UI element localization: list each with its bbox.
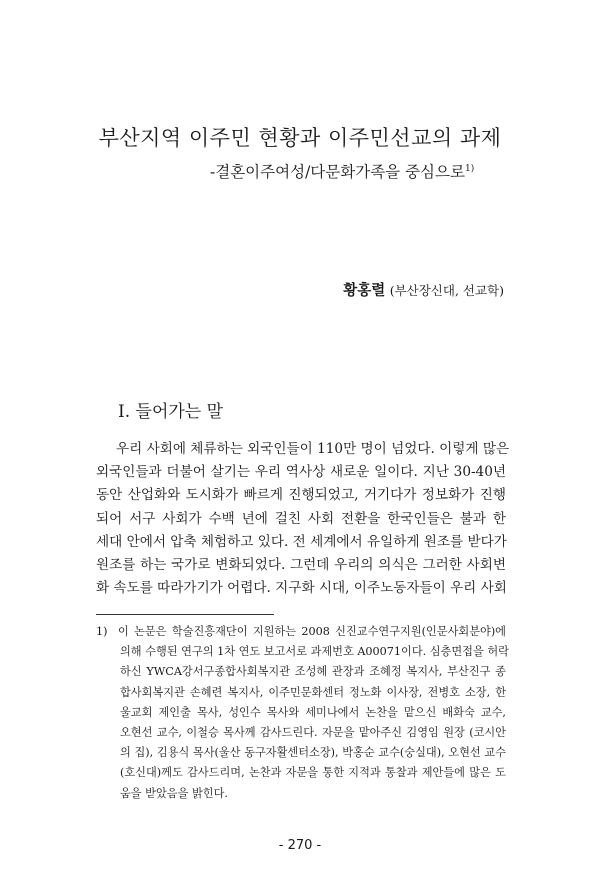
footnote-line: 합사회복지관 손혜련 복지사, 이주민문화센터 정노화 이사장, 전병호 소장, 한 — [120, 685, 506, 699]
body-line: 외국인들과 더불어 살기는 우리 역사상 새로운 일이다. 지난 30-40년 — [96, 464, 506, 481]
subtitle-text: -결혼이주여성/다문화가족을 중심으로 — [210, 163, 465, 181]
page-number: - 270 - — [278, 838, 322, 853]
footnote — [96, 622, 509, 804]
body-line: 세대 안에서 압축 체험하고 있다. 전 세계에서 유일하게 원조를 받다가 — [96, 533, 507, 550]
footnote-line: (호신대)께도 감사드리며, 논찬과 자문을 통한 지적과 통찰과 제안들에 많은 도 — [120, 766, 506, 780]
footnote-line: 오현선 교수, 이철승 목사께 감사드린다. 자문을 맡아주신 김영임 원장 (코시안 — [120, 726, 506, 740]
body-line: 우리 사회에 체류하는 외국인들이 110만 명이 넘었다. 이렇게 많은 — [116, 441, 510, 457]
footnote-mark: 1) — [96, 625, 108, 638]
body-line: 동안 산업화와 도시화가 빠르게 진행되었고, 거기다가 정보화가 진행 — [96, 487, 506, 504]
author-affiliation: (부산장신대, 선교학) — [389, 283, 504, 298]
body-paragraph — [96, 438, 510, 600]
author-line — [343, 279, 504, 300]
footnote-divider — [96, 614, 274, 615]
footnote-line: 의해 수행된 연구의 1차 연도 보고서로 과제번호 A00071이다. 심층면접을 허락 — [120, 645, 509, 659]
paper-title: 부산지역 이주민 현황과 이주민선교의 과제 — [98, 126, 502, 150]
footnote-line: 하신 YWCA강서구종합사회복지관 조성혜 관장과 조혜정 복지사, 부산진구 종 — [120, 665, 506, 679]
footnote-line — [96, 622, 506, 642]
body-line: 되어 서구 사회가 수백 년에 걸친 사회 전환을 한국인들은 불과 한 — [96, 510, 506, 527]
footnote-line: 울교회 제인출 목사, 성인수 목사와 세미나에서 논찬을 맡으신 배화숙 교수, — [120, 705, 506, 719]
author-name: 황홍렬 — [343, 282, 386, 299]
body-line: 원조를 하는 국가로 변화되었다. 그런데 우리의 의식은 그러한 사회변 — [96, 557, 506, 574]
footnote-line: 의 집), 김용식 목사(울산 동구자활센터소장), 박홍순 교수(숭실대), 오현선 교수 — [120, 746, 506, 760]
footnote-line: 움을 받았음을 밝힌다. — [120, 786, 228, 800]
subtitle-footnote-mark: 1) — [464, 164, 475, 174]
footnote-line-text: 이 논문은 학술진흥재단이 지원하는 2008 신진교수연구지원(인문사회분야)에 — [118, 625, 506, 638]
body-line: 화 속도를 따라가기가 어렵다. 지구화 시대, 이주노동자들이 우리 사회 — [96, 580, 507, 597]
paper-subtitle — [210, 160, 474, 182]
section-heading: I. 들어가는 말 — [118, 402, 224, 422]
